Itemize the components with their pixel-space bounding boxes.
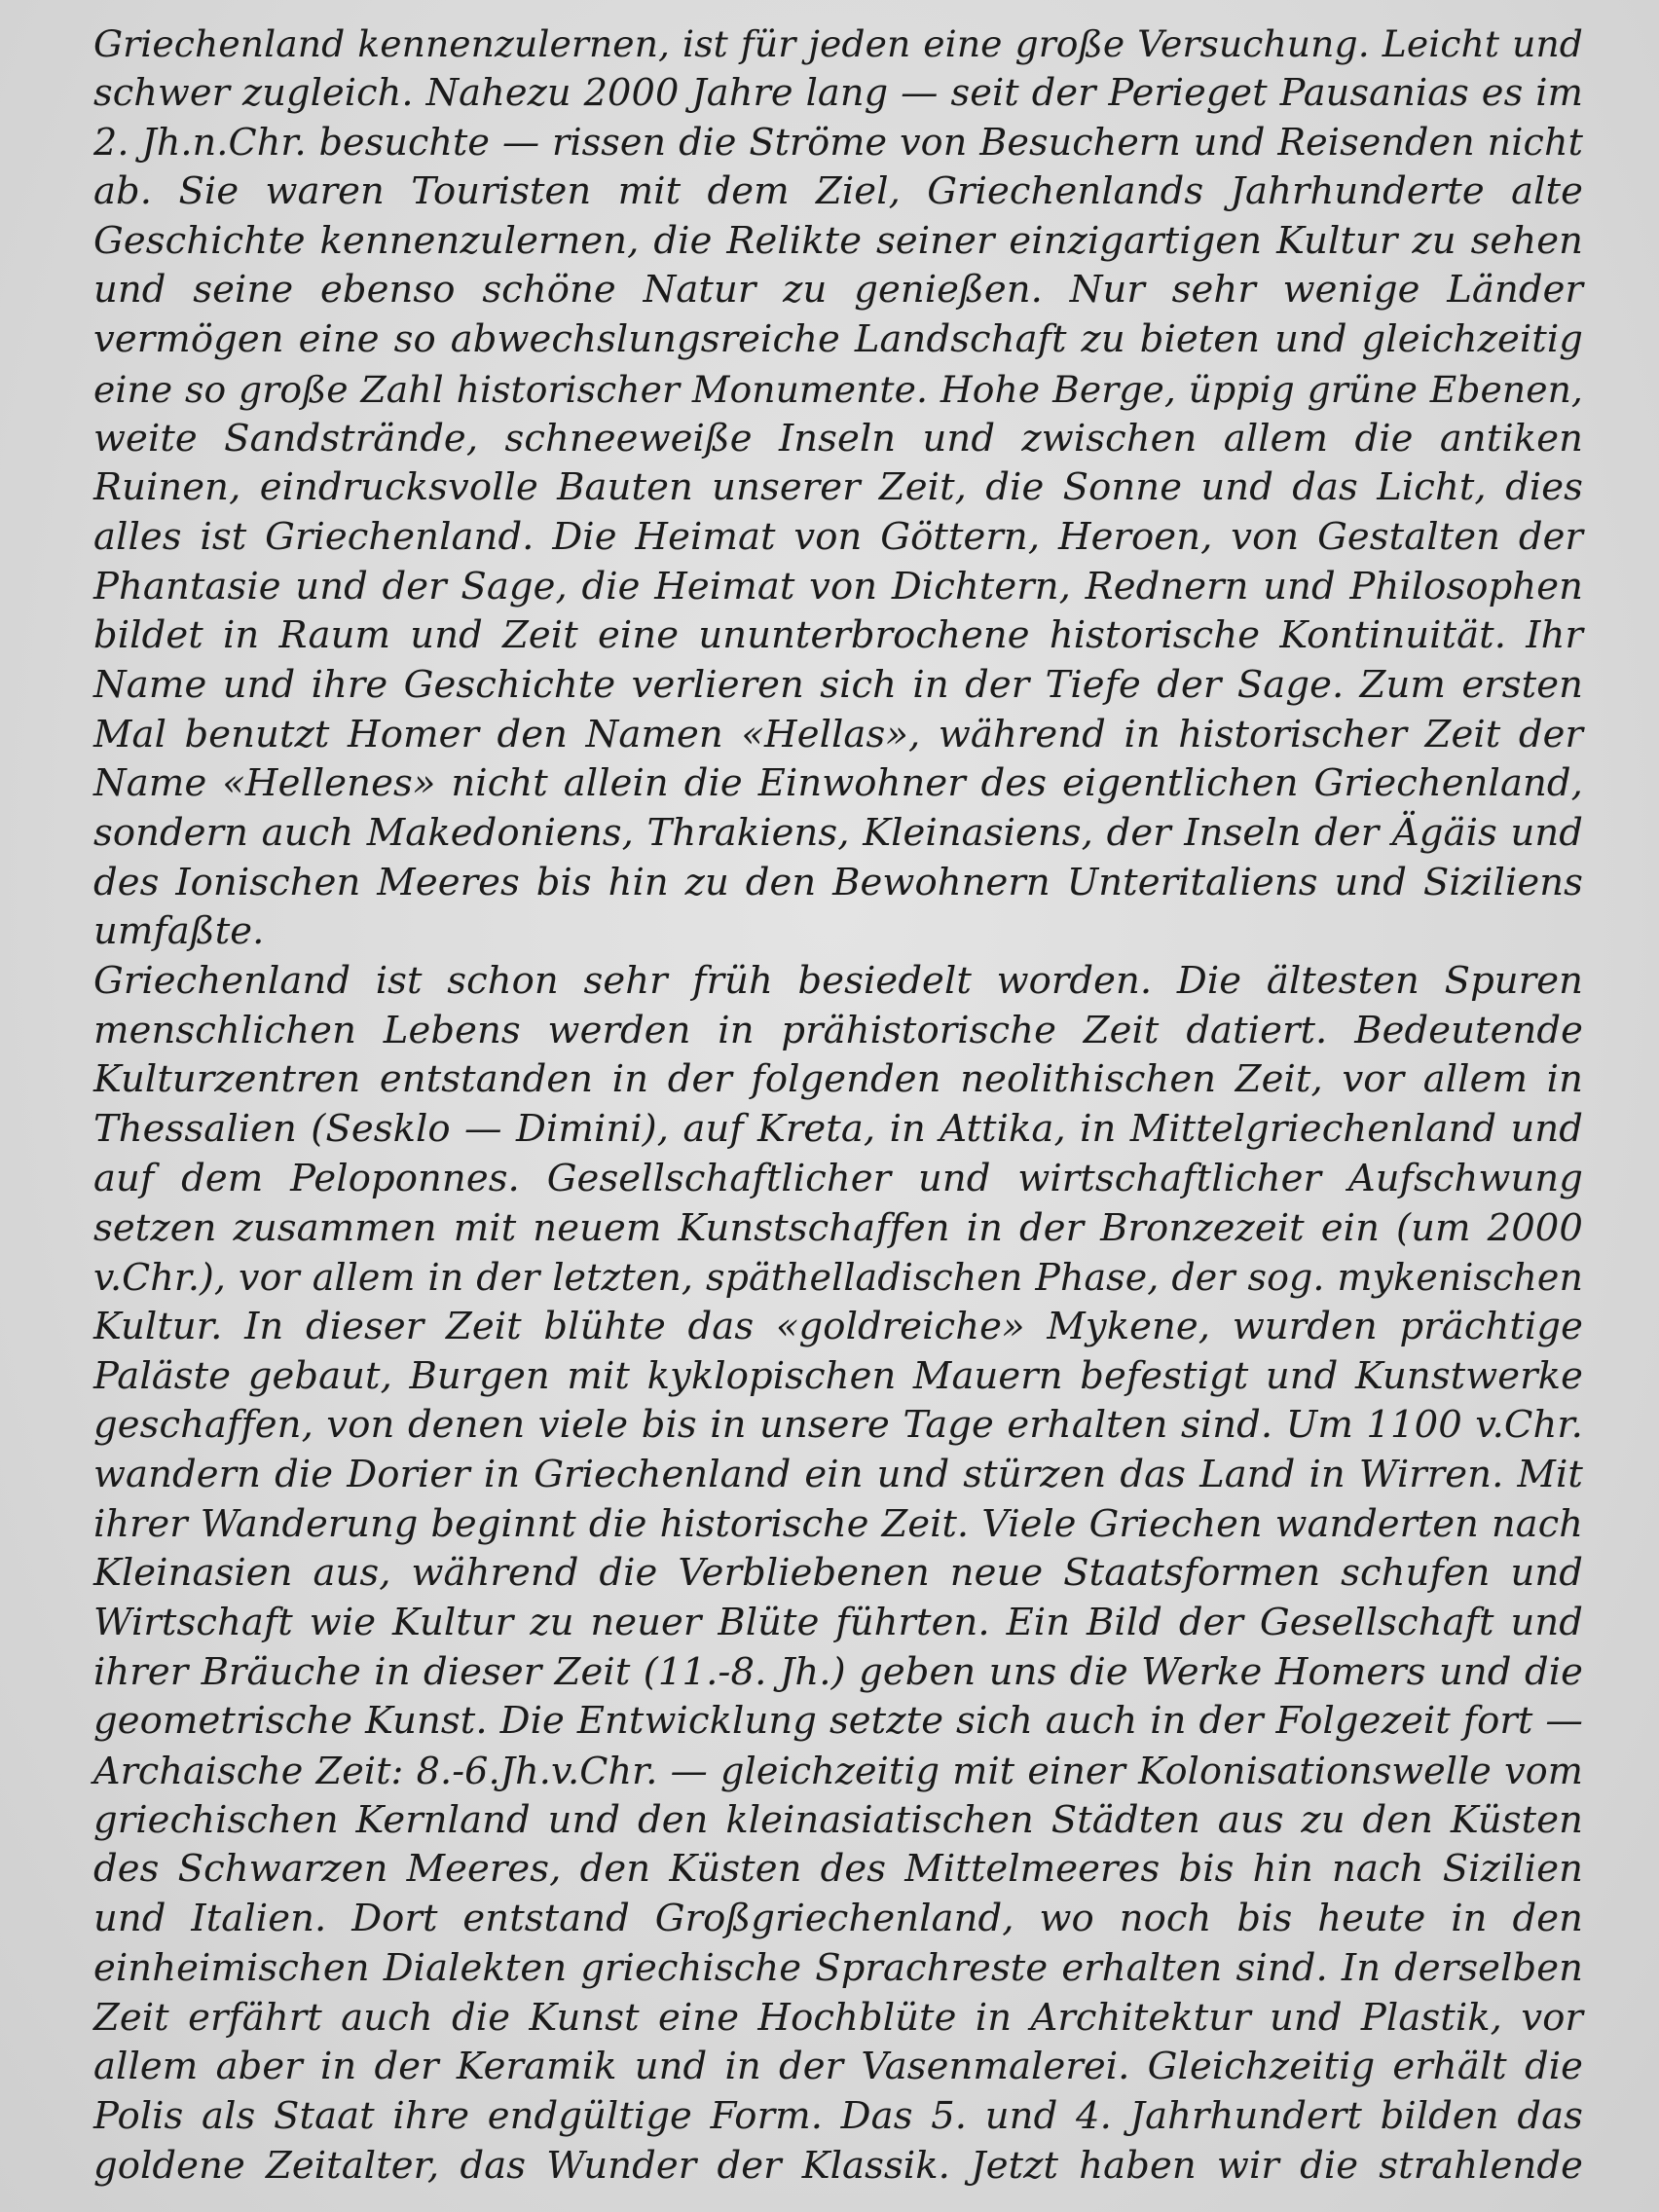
- text-line: geometrische Kunst. Die Entwicklung setzte sich auch in der Folgezeit fort —: [93, 1699, 1583, 1744]
- text-line: setzen zusammen mit neuem Kunstschaffen in der Bronzezeit ein (um 2000: [93, 1205, 1583, 1250]
- text-line: Polis als Staat ihre endgültige Form. Das 5. und 4. Jahrhundert bilden das: [93, 2093, 1583, 2138]
- text-line: ab. Sie waren Touristen mit dem Ziel, Griechenlands Jahrhunderte alte: [93, 169, 1583, 214]
- paragraph: [93, 957, 1583, 2191]
- text-line: Kultur. In dieser Zeit blühte das «goldreiche» Mykene, wurden prächtige: [93, 1304, 1583, 1348]
- text-line: ihrer Wanderung beginnt die historische Zeit. Viele Griechen wanderten nach: [93, 1501, 1583, 1546]
- text-line: goldene Zeitalter, das Wunder der Klassik. Jetzt haben wir die strahlende: [93, 2143, 1583, 2188]
- text-line: wandern die Dorier in Griechenland ein und stürzen das Land in Wirren. Mit: [93, 1452, 1583, 1496]
- text-line: menschlichen Lebens werden in prähistorische Zeit datiert. Bedeutende: [93, 1008, 1583, 1052]
- text-line: Kleinasien aus, während die Verbliebenen neue Staatsformen schufen und: [93, 1551, 1583, 1596]
- text-line: 2. Jh.n.Chr. besuchte — rissen die Ströme von Besuchern und Reisenden nicht: [93, 121, 1583, 165]
- text-line: und Italien. Dort entstand Großgriechenland, wo noch bis heute in den: [93, 1897, 1583, 1941]
- body-text: [93, 19, 1583, 2191]
- text-line: Wirtschaft wie Kultur zu neuer Blüte führten. Ein Bild der Gesellschaft und: [93, 1601, 1583, 1644]
- text-line: weite Sandstrände, schneeweiße Inseln und zwischen allem die antiken: [93, 416, 1583, 461]
- text-line: Griechenland ist schon sehr früh besiedelt worden. Die ältesten Spuren: [93, 959, 1583, 1004]
- text-line: und seine ebenso schöne Natur zu genießen. Nur sehr wenige Länder: [93, 268, 1583, 313]
- text-line: geschaffen, von denen viele bis in unsere Tage erhalten sind. Um 1100 v.Chr.: [93, 1403, 1583, 1448]
- text-line: Thessalien (Sesklo — Dimini), auf Kreta, in Attika, in Mittelgriechenland und: [93, 1107, 1583, 1152]
- text-line: Geschichte kennenzulernen, die Relikte seiner einzigartigen Kultur zu sehen: [93, 218, 1583, 263]
- text-line: Name «Hellenes» nicht allein die Einwohner des eigentlichen Griechenland,: [93, 761, 1583, 806]
- text-line: Kulturzentren entstanden in der folgenden neolithischen Zeit, vor allem in: [93, 1057, 1583, 1102]
- text-line: des Ionischen Meeres bis hin zu den Bewohnern Unteritaliens und Siziliens: [93, 860, 1583, 904]
- text-line: alles ist Griechenland. Die Heimat von Göttern, Heroen, von Gestalten der: [93, 514, 1583, 559]
- text-line: Griechenland kennenzulernen, ist für jeden eine große Versuchung. Leicht und: [93, 22, 1583, 65]
- text-line: Phantasie und der Sage, die Heimat von Dichtern, Rednern und Philosophen: [93, 564, 1583, 608]
- text-line: auf dem Peloponnes. Gesellschaftlicher und wirtschaftlicher Aufschwung: [93, 1156, 1583, 1200]
- text-line: vermögen eine so abwechslungsreiche Landschaft zu bieten und gleichzeitig: [93, 317, 1583, 362]
- text-line: griechischen Kernland und den kleinasiatischen Städten aus zu den Küsten: [93, 1797, 1583, 1842]
- text-line: allem aber in der Keramik und in der Vasenmalerei. Gleichzeitig erhält die: [93, 2045, 1583, 2089]
- text-line: ihrer Bräuche in dieser Zeit (11.-8. Jh.) geben uns die Werke Homers und die: [93, 1649, 1583, 1694]
- text-line: einheimischen Dialekten griechische Sprachreste erhalten sind. In derselben: [93, 1945, 1583, 1990]
- text-line: Paläste gebaut, Burgen mit kyklopischen Mauern befestigt und Kunstwerke: [93, 1353, 1583, 1398]
- text-line: bildet in Raum und Zeit eine ununterbrochene historische Kontinuität. Ihr: [93, 613, 1583, 658]
- text-line: Ruinen, eindrucksvolle Bauten unserer Zeit, die Sonne und das Licht, dies: [93, 465, 1583, 510]
- text-line: eine so große Zahl historischer Monumente. Hohe Berge, üppig grüne Ebenen,: [93, 367, 1583, 411]
- text-line: des Schwarzen Meeres, den Küsten des Mittelmeeres bis hin nach Sizilien: [93, 1847, 1583, 1892]
- text-line: Zeit erfährt auch die Kunst eine Hochblüte in Architektur und Plastik, vor: [93, 1995, 1583, 2040]
- text-line: umfaßte.: [93, 909, 265, 954]
- text-line: schwer zugleich. Nahezu 2000 Jahre lang — seit der Perieget Pausanias es im: [93, 70, 1583, 115]
- text-line: Mal benutzt Homer den Namen «Hellas», während in historischer Zeit der: [93, 712, 1583, 756]
- text-line: sondern auch Makedoniens, Thrakiens, Kleinasiens, der Inseln der Ägäis und: [93, 811, 1583, 855]
- text-line: Name und ihre Geschichte verlieren sich in der Tiefe der Sage. Zum ersten: [93, 662, 1583, 707]
- text-line: v.Chr.), vor allem in der letzten, späthelladischen Phase, der sog. mykenischen: [93, 1256, 1583, 1300]
- text-line: Archaische Zeit: 8.-6.Jh.v.Chr. — gleichzeitig mit einer Kolonisationswelle vom: [93, 1750, 1583, 1793]
- paragraph: [93, 19, 1583, 957]
